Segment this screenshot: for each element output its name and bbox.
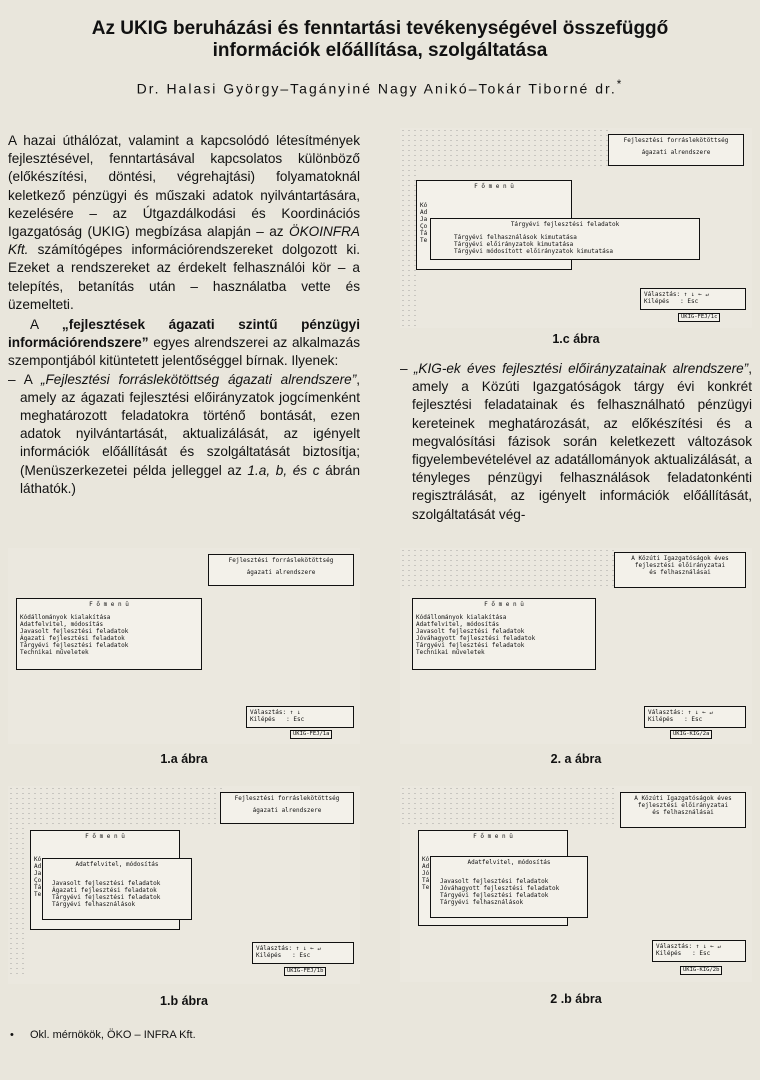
title-box xyxy=(608,134,744,166)
key-help-exit: Kilépés : Esc xyxy=(648,716,703,723)
menu-item[interactable]: Tárgyévi fejlesztési feladatok xyxy=(416,642,525,649)
figure-stamp: UKIG-KIG/2a xyxy=(670,730,712,739)
key-help-exit: Kilépés : Esc xyxy=(256,952,311,959)
p2-start: A xyxy=(30,317,62,333)
right-column xyxy=(400,360,752,524)
list-item-fejlesztesi xyxy=(8,371,360,498)
caption-2a: 2. a ábra xyxy=(550,752,602,766)
menu-item[interactable]: Kódállományok kialakítása xyxy=(416,614,507,621)
title-line-1: Az UKIG beruházási és fenntartási tevékenységével összefüggő xyxy=(91,18,669,39)
list-item-kig xyxy=(400,360,752,524)
authors: Dr. Halasi György–Tagányiné Nagy Anikó–Tokár Tiborné dr. xyxy=(136,80,617,97)
figure-1c xyxy=(400,128,752,328)
menu-item-stub[interactable]: Ad xyxy=(34,863,42,870)
item-dash: – A xyxy=(8,371,41,387)
article-title xyxy=(20,18,740,62)
submenu xyxy=(430,218,700,260)
title-line: A Közúti Igazgatóságok éves xyxy=(634,795,732,802)
title-line: A Közúti Igazgatóságok éves xyxy=(631,555,729,562)
caption-1b: 1.b ábra xyxy=(160,994,208,1008)
title-line: Fejlesztési forráslekötöttség xyxy=(228,557,334,564)
submenu-item[interactable]: Tárgyévi fejlesztési feladatok xyxy=(52,894,161,901)
title-line: ágazati alrendszere xyxy=(252,807,322,814)
item-end: ábrán láthatók.) xyxy=(20,462,361,496)
item-text: , amely a Közúti Igazgatóságok tárgy évi konkrét fejlesztési feladatainak és felhasználható pénzügyi kereteinek meghatározását, az előkészítési és a megvalósítási fázisok során keletkezett változások figyelembevételével az adatállományok aktualizálását, a tényleges pénzügyi felhasználások feladatonkénti regisztrálását, az igényelt információk előállítását, szolgáltatását vég- xyxy=(412,361,752,522)
submenu-item[interactable]: Tárgyévi felhasználások xyxy=(52,901,136,908)
submenu-item[interactable]: Tárgyévi fejlesztési feladatok xyxy=(440,892,549,899)
key-help-select: Választás: ↑ ↓ ← ↵ xyxy=(656,943,722,950)
figure-stamp: UKIG-FEJ/1c xyxy=(678,313,720,322)
submenu-item[interactable]: Jóváhagyott fejlesztési feladatok xyxy=(440,885,560,892)
submenu xyxy=(430,856,588,918)
key-help-box xyxy=(252,942,354,964)
title-line: ágazati alrendszere xyxy=(246,569,316,576)
menu-item-stub[interactable]: Te xyxy=(34,891,42,898)
menu-item-stub[interactable]: Tá xyxy=(422,877,430,884)
authors-line xyxy=(20,78,740,97)
menu-item[interactable]: Adatfelvitel, módosítás xyxy=(416,621,500,628)
title-line: fejlesztési előirányzatai xyxy=(637,802,729,809)
submenu-item[interactable]: Ágazati fejlesztési feladatok xyxy=(52,887,157,894)
title-line: fejlesztési előirányzatai xyxy=(634,562,726,569)
figure-2b xyxy=(400,786,752,982)
submenu-item[interactable]: Tárgyévi felhasználások kimutatása xyxy=(454,234,577,241)
submenu xyxy=(42,858,192,920)
footnote-bullet: • xyxy=(10,1029,14,1041)
title-box xyxy=(614,552,746,588)
key-help-exit: Kilépés : Esc xyxy=(656,950,711,957)
title-box xyxy=(620,792,746,828)
menu-item[interactable]: Tárgyévi fejlesztési feladatok xyxy=(20,642,129,649)
main-menu xyxy=(412,598,596,670)
figure-2a xyxy=(400,548,752,744)
caption-2b: 2 .b ábra xyxy=(550,992,602,1006)
key-help-select: Választás: ↑ ↓ xyxy=(250,709,301,716)
title-line: ágazati alrendszere xyxy=(641,149,711,156)
menu-item[interactable]: Javasolt fejlesztési feladatok xyxy=(20,628,129,635)
menu-item-stub[interactable]: Te xyxy=(420,237,428,244)
menu-title: F ő m e n ü xyxy=(474,183,514,190)
caption-1a: 1.a ábra xyxy=(160,752,208,766)
key-help-exit: Kilépés : Esc xyxy=(644,298,699,305)
title-box xyxy=(220,792,354,824)
key-help-select: Választás: ↑ ↓ ← ↵ xyxy=(648,709,714,716)
subsystem-name: „KIG-ek éves fejlesztési előirányzatainak alrendszere” xyxy=(413,361,749,376)
submenu-title: Adatfelvitel, módosítás xyxy=(467,859,551,866)
menu-item-stub[interactable]: Kó xyxy=(34,856,42,863)
menu-item-stub[interactable]: Jó xyxy=(422,870,430,877)
key-help-exit: Kilépés : Esc xyxy=(250,716,305,723)
title-line: és felhasználásai xyxy=(652,809,714,816)
submenu-item[interactable]: Tárgyévi előirányzatok kimutatása xyxy=(454,241,574,248)
p2-end: egyes alrendszerei az alkalmazás szempontjából kitüntetett jelentőséggel bírnak. Ilyenek: xyxy=(8,335,360,369)
item-dash: – xyxy=(400,361,414,376)
menu-title: F ő m e n ü xyxy=(85,833,125,840)
menu-item[interactable]: Jóváhagyott fejlesztési feladatok xyxy=(416,635,536,642)
footnote-text: Okl. mérnökök, ÖKO – INFRA Kft. xyxy=(30,1029,196,1041)
menu-item-stub[interactable]: Te xyxy=(422,884,430,891)
title-line-2: információk előállítása, szolgáltatása xyxy=(212,40,548,61)
figure-refs: 1.a, b, és c xyxy=(247,462,320,478)
menu-item-stub[interactable]: Tá xyxy=(34,884,42,891)
caption-1c: 1.c ábra xyxy=(552,332,600,346)
menu-item-stub[interactable]: Ja xyxy=(420,216,428,223)
key-help-box xyxy=(644,706,746,728)
menu-title: F ő m e n ü xyxy=(89,601,129,608)
menu-item-stub[interactable]: Ja xyxy=(34,870,42,877)
title-box xyxy=(208,554,354,586)
menu-item[interactable]: Kódállományok kialakítása xyxy=(20,614,111,621)
left-column xyxy=(8,132,360,498)
title-line: Fejlesztési forráslekötöttség xyxy=(234,795,340,802)
menu-item-stub[interactable]: Ad xyxy=(422,863,430,870)
menu-item-stub[interactable]: Kó xyxy=(422,856,430,863)
main-menu xyxy=(16,598,202,670)
menu-item-stub[interactable]: Ço xyxy=(34,877,42,884)
paragraph-intro xyxy=(8,132,360,314)
submenu-title: Tárgyévi fejlesztési feladatok xyxy=(510,221,620,228)
key-help-select: Választás: ↑ ↓ ← ↵ xyxy=(256,945,322,952)
menu-item-stub[interactable]: Ço xyxy=(420,223,428,230)
paragraph-subsystems xyxy=(8,316,360,371)
menu-item[interactable]: Adatfelvitel, módosítás xyxy=(20,621,104,628)
figure-stamp: UKIG-FEJ/1a xyxy=(290,730,332,739)
subsystem-name: „Fejlesztési forráslekötöttség ágazati alrendszere” xyxy=(40,371,357,387)
menu-item-stub[interactable]: Kó xyxy=(420,202,428,209)
figure-stamp: UKIG-KIG/2b xyxy=(680,966,722,975)
menu-item-stub[interactable]: Ad xyxy=(420,209,428,216)
menu-item[interactable]: Technikai műveletek xyxy=(416,649,485,656)
figure-1b xyxy=(8,786,360,984)
footnote xyxy=(10,1029,196,1041)
menu-item[interactable]: Javasolt fejlesztési feladatok xyxy=(416,628,525,635)
item-text: , amely az ágazati fejlesztési előirányzatok jogcímenként meghatározott feladatokra történő bontását, ezen adatok nyilvántartását, aktualizálását, az igényelt információk előállítását és szolgáltatását biztosítja; (Menüszerkezetei példa jelleggel az xyxy=(20,371,361,478)
submenu-item[interactable]: Javasolt fejlesztési feladatok xyxy=(52,880,161,887)
menu-title: F ő m e n ü xyxy=(473,833,513,840)
menu-item[interactable]: Ágazati fejlesztési feladatok xyxy=(20,635,125,642)
key-help-box xyxy=(246,706,354,728)
key-help-select: Választás: ↑ ↓ ← ↵ xyxy=(644,291,710,298)
system-name: „fejlesztések ágazati szintű pénzügyi információrendszere” xyxy=(8,317,360,351)
company-name: ÖKOINFRA Kft. xyxy=(8,224,360,258)
key-help-box xyxy=(640,288,746,310)
menu-item-stub[interactable]: Tá xyxy=(420,230,428,237)
key-help-box xyxy=(652,940,746,962)
submenu-item[interactable]: Tárgyévi felhasználások xyxy=(440,899,524,906)
author-footnote-mark: * xyxy=(616,78,624,91)
title-line: és felhasználásai xyxy=(649,569,711,576)
intro-text-end: számítógépes információrendszereket dolgozott ki. Ezeket a rendszereket az érdekelt felhasználói kör – a telepítés, betanítás után – használatba vette és üzemelteti. xyxy=(8,242,360,312)
submenu-item[interactable]: Tárgyévi módosított előirányzatok kimutatása xyxy=(454,248,613,255)
intro-text: A hazai úthálózat, valamint a kapcsolódó létesítmények fejlesztésével, fenntartásával kapcsolatos különböző (előkészítési, döntési, végrehajtási) folyamatoknál keletkező pénzügyi és műszaki adatok nyilvántartására, kezelésére – az Útgazdálkodási és Koordinációs Igazgatóság (UKIG) megbízása alapján – az xyxy=(8,133,360,240)
submenu-title: Adatfelvitel, módosítás xyxy=(75,861,159,868)
submenu-item[interactable]: Javasolt fejlesztési feladatok xyxy=(440,878,549,885)
figure-stamp: UKIG-FEJ/1b xyxy=(284,967,326,976)
title-line: Fejlesztési forráslekötöttség xyxy=(623,137,729,144)
menu-title: F ő m e n ü xyxy=(484,601,524,608)
figure-1a xyxy=(8,548,360,744)
menu-item[interactable]: Technikai műveletek xyxy=(20,649,89,656)
